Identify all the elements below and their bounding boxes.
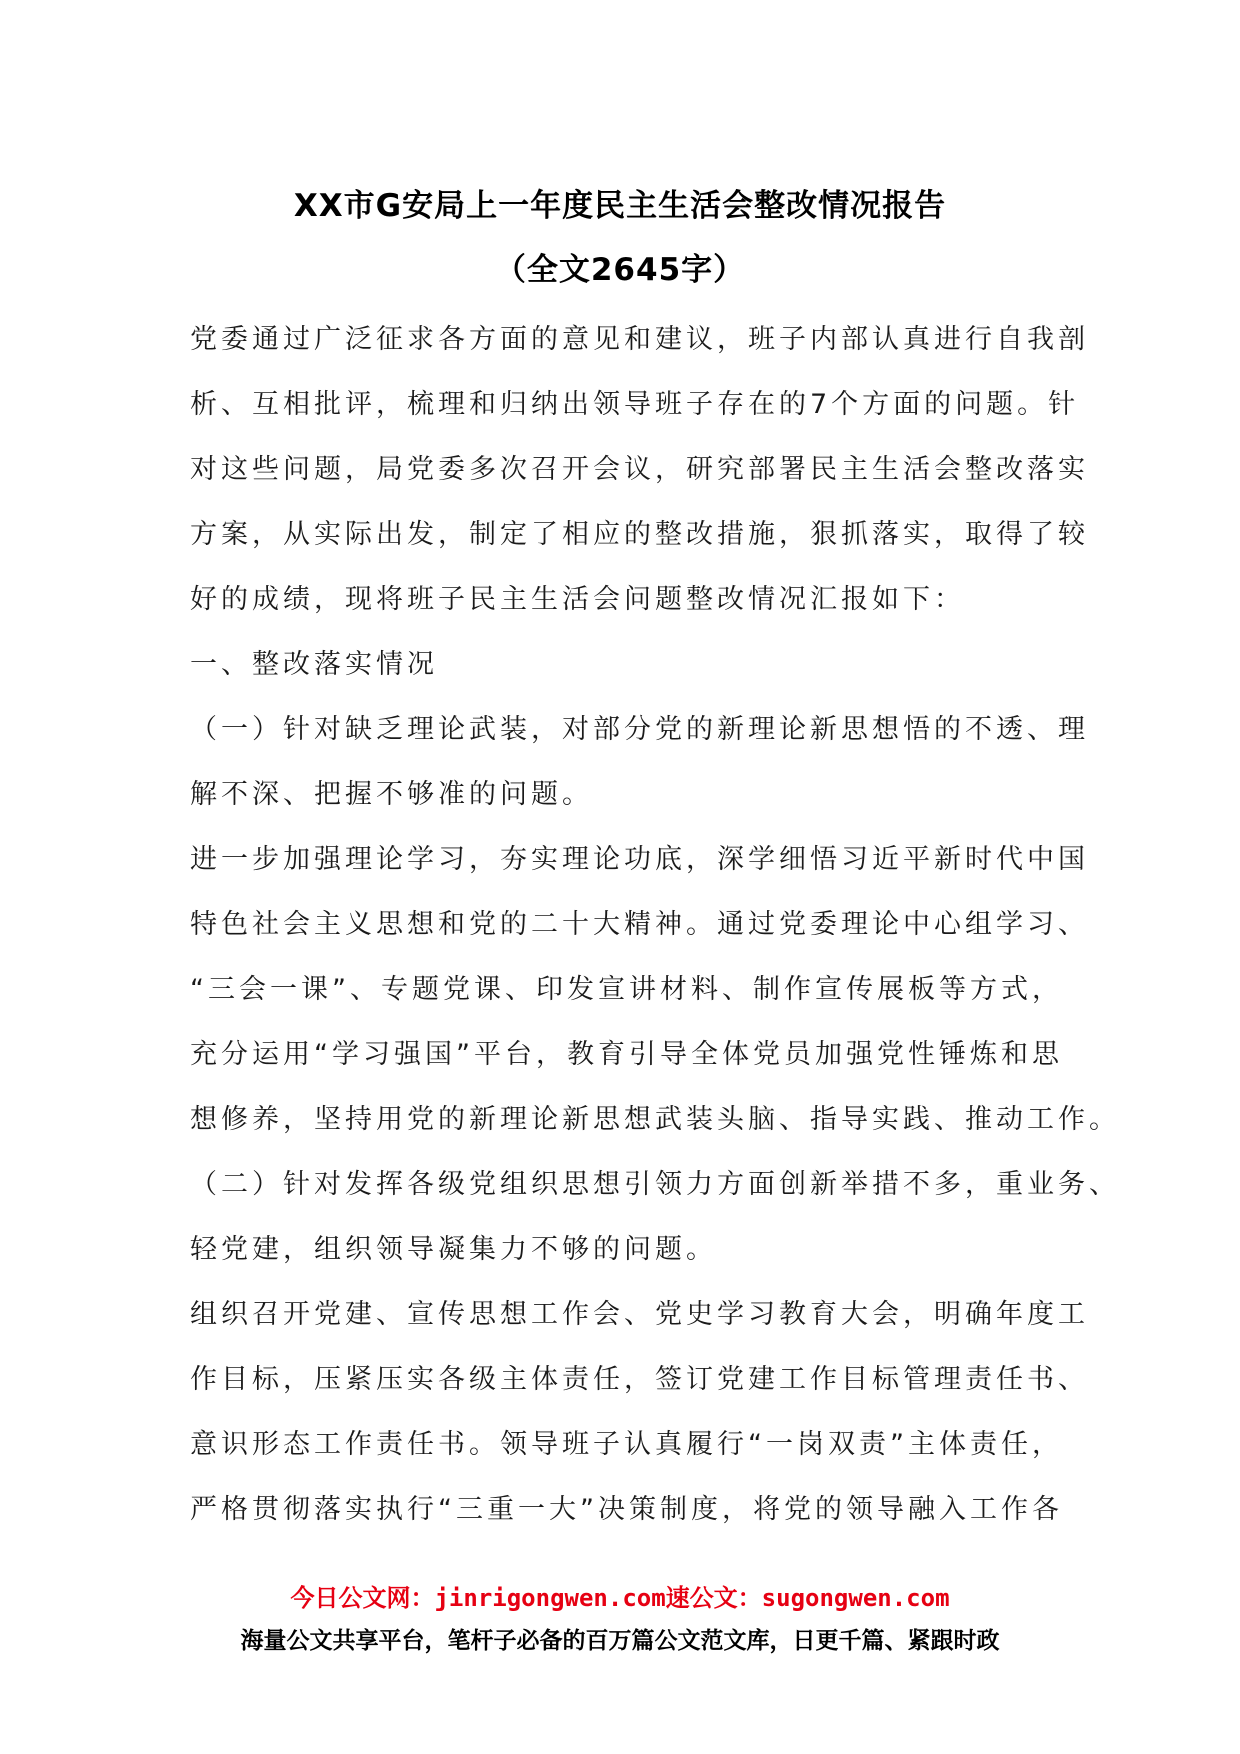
body-line: 进一步加强理论学习，夯实理论功底，深学细悟习近平新时代中国 [190,844,1089,875]
body-line: 充分运用“学习强国”平台，教育引导全体党员加强党性锤炼和思 [190,1039,1063,1070]
subsection-heading: 轻党建，组织领导凝集力不够的问题。 [190,1234,717,1265]
site2-label: 速公文： [665,1584,762,1612]
body-line: “三会一课”、专题党课、印发宣讲材料、制作宣传展板等方式， [190,974,1063,1005]
body-line: 特色社会主义思想和党的二十大精神。通过党委理论中心组学习、 [190,909,1089,940]
document-body [190,307,1120,1542]
body-line: 党委通过广泛征求各方面的意见和建议，班子内部认真进行自我剖 [190,324,1089,355]
subsection-heading: 解不深、把握不够准的问题。 [190,779,593,810]
footer-slogan: 海量公文共享平台，笔杆子必备的百万篇公文范文库，日更千篇、紧跟时政 [240,1628,1000,1654]
body-line: 好的成绩，现将班子民主生活会问题整改情况汇报如下： [190,584,965,615]
site1-label: 今日公文网： [290,1584,435,1612]
body-line: 组织召开党建、宣传思想工作会、党史学习教育大会，明确年度工 [190,1299,1089,1330]
body-line: 想修养，坚持用党的新理论新思想武装头脑、指导实践、推动工作。 [190,1104,1120,1135]
subsection-heading: （二）针对发挥各级党组织思想引领力方面创新举措不多，重业务、 [190,1169,1120,1200]
footer-links [0,1578,1240,1613]
body-line: 对这些问题，局党委多次召开会议，研究部署民主生活会整改落实 [190,454,1089,485]
document-subtitle: （全文2645字） [494,252,746,288]
site1-link[interactable]: jinrigongwen.com [434,1584,666,1612]
document-title: XX市G安局上一年度民主生活会整改情况报告 [293,188,947,224]
section-heading: 一、整改落实情况 [190,649,438,680]
site2-link[interactable]: sugongwen.com [761,1584,950,1612]
body-line: 严格贯彻落实执行“三重一大”决策制度，将党的领导融入工作各 [190,1494,1063,1525]
subsection-heading: （一）针对缺乏理论武装，对部分党的新理论新思想悟的不透、理 [190,714,1089,745]
body-line: 作目标，压紧压实各级主体责任，签订党建工作目标管理责任书、 [190,1364,1089,1395]
body-line: 析、互相批评，梳理和归纳出领导班子存在的7个方面的问题。针 [190,389,1080,420]
body-line: 意识形态工作责任书。领导班子认真履行“一岗双责”主体责任， [190,1429,1063,1460]
body-line: 方案，从实际出发，制定了相应的整改措施，狠抓落实，取得了较 [190,519,1089,550]
